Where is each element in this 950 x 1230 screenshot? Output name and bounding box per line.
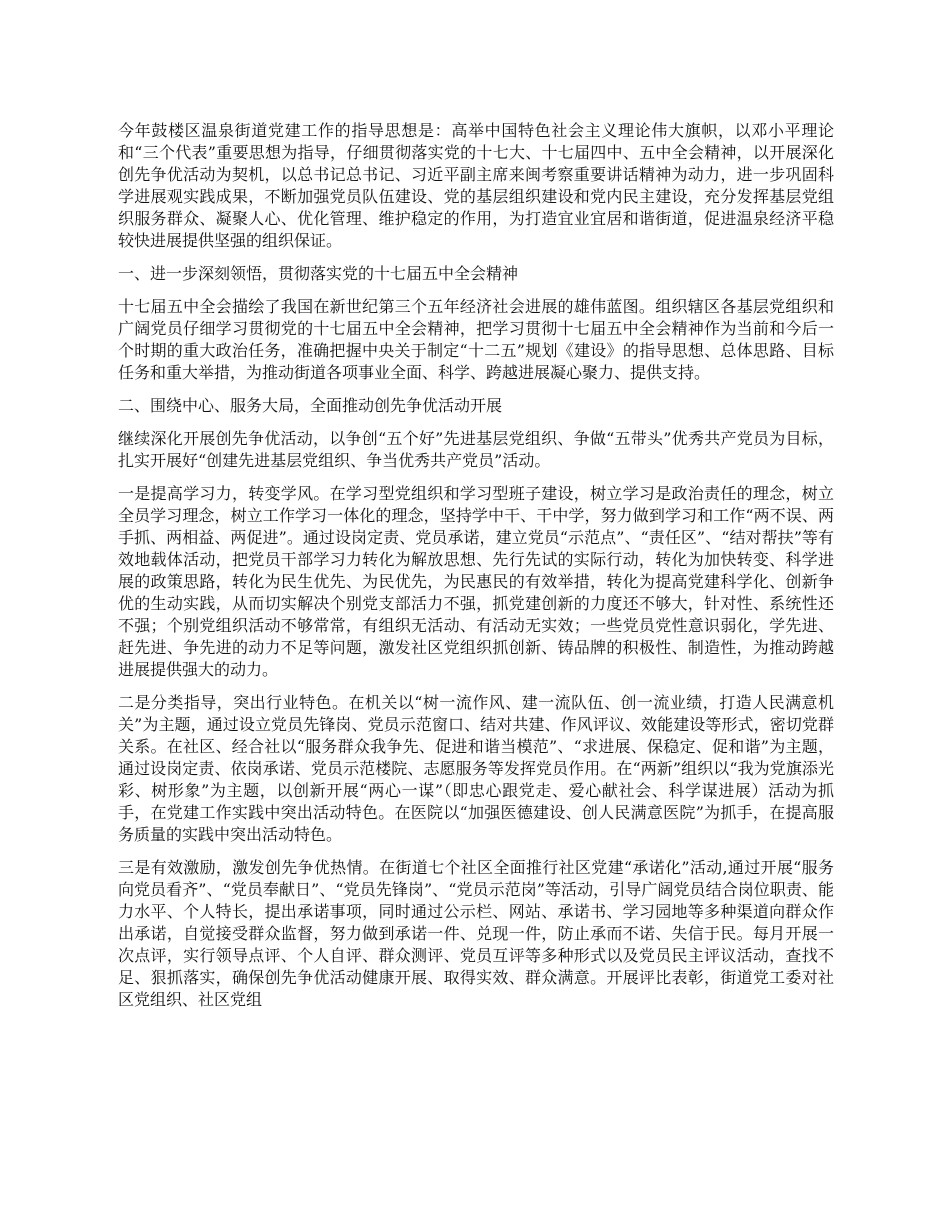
item-2-paragraph: 二是分类指导，突出行业特色。在机关以“树一流作风、建一流队伍、创一流业绩，打造人民满意机关”为主题，通过设立党员先锋岗、党员示范窗口、结对共建、作风评议、效能建设等形式，密切党群关系。在社区、经合社以“服务群众我争先、促进和谐当模范”、“求进展、保稳定、促和谐”为主题，通过设岗定责、依岗承诺、党员示范楼院、志愿服务等发挥党员作用。在“两新”组织以“我为党旗添光彩、树形象”为主题，以创新开展“两心一谋”（即忠心跟党走、爱心献社会、科学谋进展）活动为抓手，在党建工作实践中突出活动特色。在医院以“加强医德建设、创人民满意医院”为抓手，在提高服务质量的实践中突出活动特色。: [118, 693, 834, 844]
item-3-paragraph: 三是有效激励，激发创先争优热情。在街道七个社区全面推行社区党建“承诺化”活动,通过开展“服务向党员看齐”、“党员奉献日”、“党员先锋岗”、“党员示范岗”等活动，引导广阔党员结合岗位职责、能力水平、个人特长，提出承诺事项，同时通过公示栏、网站、承诺书、学习园地等多种渠道向群众作出承诺，自觉接受群众监督，努力做到承诺一件、兑现一件，防止承而不诺、失信于民。每月开展一次点评，实行领导点评、个人自评、群众测评、党员互评等多种形式以及党员民主评议活动，查找不足、狠抓落实，确保创先争优活动健康开展、取得实效、群众满意。开展评比表彰，街道党工委对社区党组织、社区党组: [118, 858, 834, 1009]
section-2-paragraph: 继续深化开展创先争优活动，以争创“五个好”先进基层党组织、争做“五带头”优秀共产党员为目标，扎实开展好“创建先进基层党组织、争当优秀共产党员”活动。: [118, 429, 834, 470]
section-2-heading: 二、围绕中心、服务大局，全面推动创先争优活动开展: [118, 396, 503, 415]
item-1-paragraph: 一是提高学习力，转变学风。在学习型党组织和学习型班子建设，树立学习是政治责任的理念，树立全员学习理念，树立工作学习一体化的理念，坚持学中干、干中学，努力做到学习和工作“两不误、两手抓、两相益、两促进”。通过设岗定责、党员承诺，建立党员“示范点”、“责任区”、“结对帮扶”等有效地载体活动，把党员干部学习力转化为解放思想、先行先试的实际行动，转化为加快转变、科学进展的政策思路，转化为民生优先、为民优先，为民惠民的有效举措，转化为提高党建科学化、创新争优的生动实践，从而切实解决个别党支部活力不强，抓党建创新的力度还不够大，针对性、系统性还不强；个别党组织活动不够常常，有组织无活动、有活动无实效；一些党员党性意识弱化，学先进、赶先进、争先进的动力不足等问题，激发社区党组织抓创新、铸品牌的积极性、制造性，为推动跨越进展提供强大的动力。: [118, 484, 834, 679]
section-1-heading: 一、进一步深刻领悟，贯彻落实党的十七届五中全会精神: [118, 264, 519, 283]
document-body: [118, 120, 834, 1022]
section-1-paragraph: 十七届五中全会描绘了我国在新世纪第三个五年经济社会进展的雄伟蓝图。组织辖区各基层党组织和广阔党员仔细学习贯彻党的十七届五中全会精神，把学习贯彻十七届五中全会精神作为当前和今后一个时期的重大政治任务，准确把握中央关于制定“十二五”规划《建设》的指导思想、总体思路、目标任务和重大举措，为推动街道各项事业全面、科学、跨越进展凝心聚力、提供支持。: [118, 297, 834, 382]
intro-paragraph: 今年鼓楼区温泉街道党建工作的指导思想是：高举中国特色社会主义理论伟大旗帜，以邓小平理论和“三个代表”重要思想为指导，仔细贯彻落实党的十七大、十七届四中、五中全会精神，以开展深化创先争优活动为契机，以总书记总书记、习近平副主席来闽考察重要讲话精神为动力，进一步巩固科学进展观实践成果，不断加强党员队伍建设、党的基层组织建设和党内民主建设，充分发挥基层党组织服务群众、凝聚人心、优化管理、维护稳定的作用，为打造宜业宜居和谐街道，促进温泉经济平稳较快进展提供坚强的组织保证。: [118, 121, 834, 250]
